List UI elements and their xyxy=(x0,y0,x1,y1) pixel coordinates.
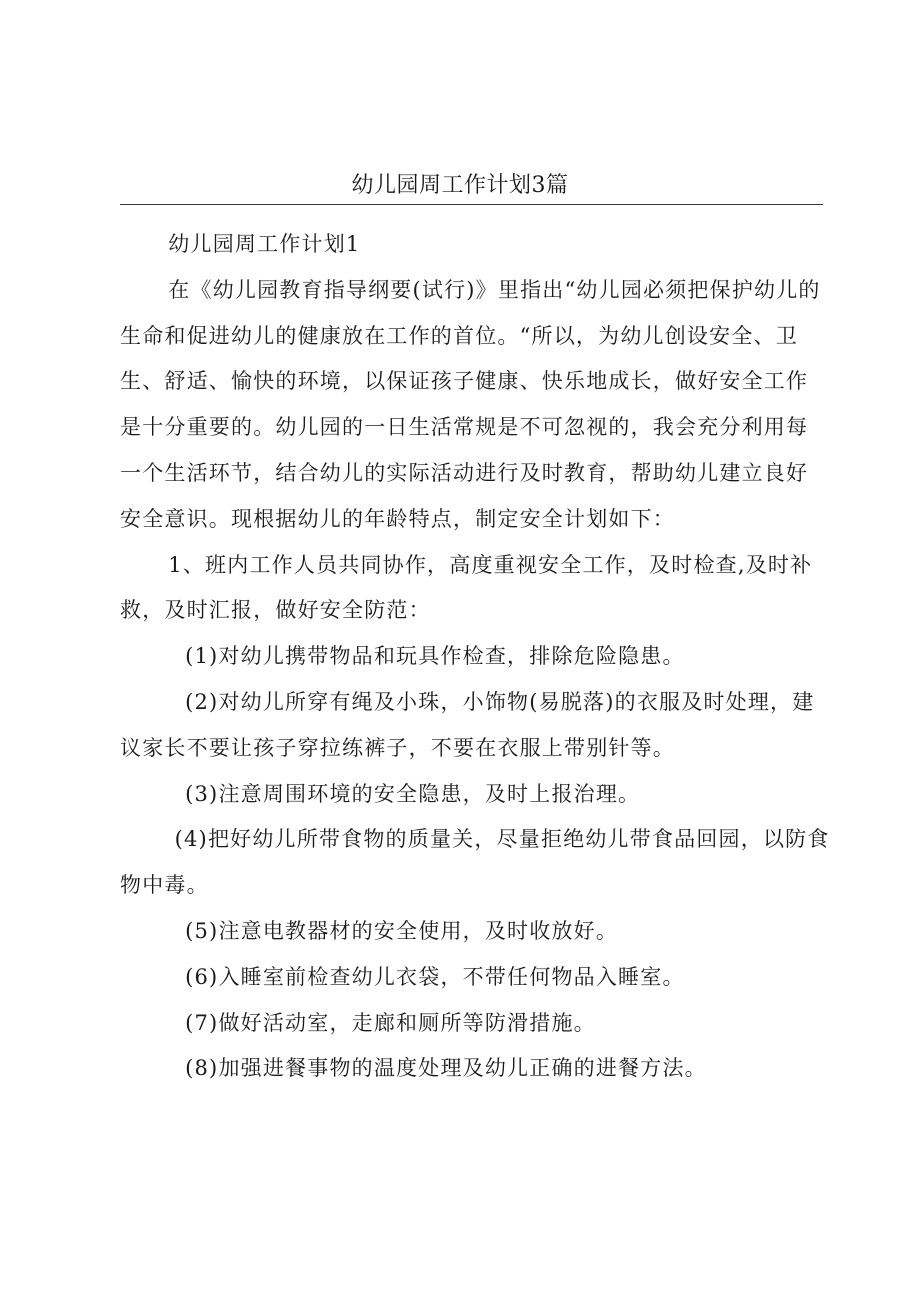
document-body xyxy=(120,222,830,1092)
list-item: (3)注意周围环境的安全隐患，及时上报治理。 xyxy=(185,781,641,806)
document-title: 幼儿园周工作计划3篇 xyxy=(351,173,569,198)
list-item: (6)入睡室前检查幼儿衣袋，不带任何物品入睡室。 xyxy=(185,964,685,989)
point-paragraph: 1、班内工作人员共同协作，高度重视安全工作，及时检查,及时补救，及时汇报，做好安全防范： xyxy=(120,552,813,623)
list-item: (8)加强进餐事物的温度处理及幼儿正确的进餐方法。 xyxy=(185,1056,707,1081)
section-heading: 幼儿园周工作计划1 xyxy=(168,232,361,256)
list-item: (2)对幼儿所穿有绳及小珠，小饰物(易脱落)的衣服及时处理，建议家长不要让孩子穿拉练裤子，不要在衣服上带别针等。 xyxy=(120,689,815,760)
title-divider xyxy=(120,204,823,205)
list-item: (5)注意电教器材的安全使用，及时收放好。 xyxy=(185,918,619,943)
list-item: (7)做好活动室，走廊和厕所等防滑措施。 xyxy=(185,1010,596,1035)
list-item: (1)对幼儿携带物品和玩具作检查，排除危险隐患。 xyxy=(185,644,685,669)
list-item: (4)把好幼儿所带食物的质量关，尽量拒绝幼儿带食品回园，以防食物中毒。 xyxy=(120,827,830,898)
intro-paragraph: 在《幼儿园教育指导纲要(试行)》里指出“幼儿园必须把保护幼儿的生命和促进幼儿的健康放在工作的首位。“所以，为幼儿创设安全、卫生、舒适、愉快的环境，以保证孩子健康、快乐地成长，做好安全工作是十分重要的。幼儿园的一日生活常规是不可忽视的，我会充分利用每一个生活环节，结合幼儿的实际活动进行及时教育，帮助幼儿建立良好安全意识。现根据幼儿的年龄特点，制定安全计划如下： xyxy=(120,277,821,531)
